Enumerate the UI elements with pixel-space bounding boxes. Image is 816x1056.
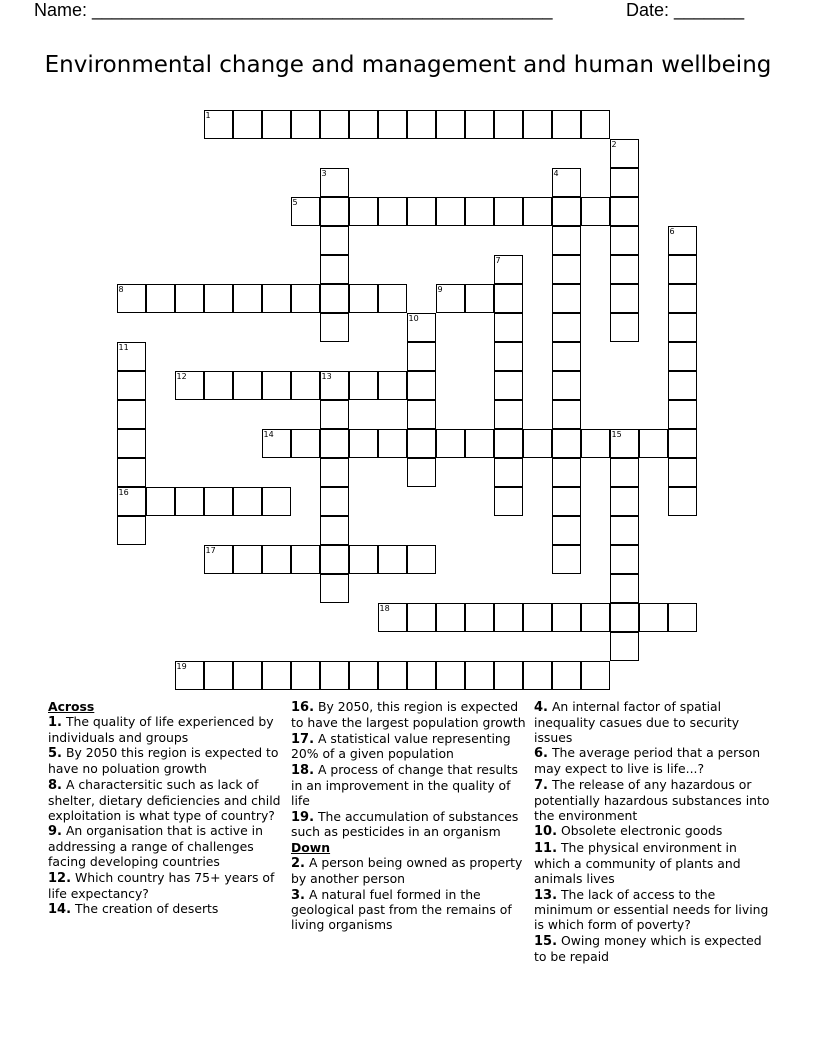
grid-cell[interactable] — [552, 226, 581, 255]
grid-cell[interactable] — [407, 661, 436, 690]
grid-cell[interactable] — [552, 313, 581, 342]
clue-number: 7 — [495, 255, 501, 265]
grid-cell[interactable] — [552, 545, 581, 574]
grid-cell[interactable] — [523, 429, 552, 458]
clues-column-3 — [534, 700, 770, 966]
page-title: Environmental change and management and human wellbeing — [44, 52, 772, 78]
clue-num: 4. — [534, 700, 548, 715]
grid-cell[interactable] — [494, 110, 523, 139]
grid-cell[interactable] — [552, 255, 581, 284]
clue-num: 6. — [534, 746, 548, 762]
clue-text: Owing money which is expected to be repaid — [534, 932, 762, 964]
grid-cell[interactable] — [117, 429, 146, 458]
grid-cell[interactable] — [407, 197, 436, 226]
grid-cell[interactable] — [668, 284, 697, 313]
grid-cell[interactable] — [378, 661, 407, 690]
clue-text: A person being owned as property by another person — [291, 854, 523, 886]
grid-cell[interactable] — [378, 545, 407, 574]
grid-cell[interactable] — [494, 661, 523, 690]
grid-cell[interactable] — [523, 110, 552, 139]
clue-item — [291, 888, 527, 933]
grid-cell[interactable] — [320, 255, 349, 284]
clue-item — [291, 732, 527, 763]
grid-cell[interactable] — [552, 371, 581, 400]
clue-text: The creation of deserts — [74, 901, 219, 917]
grid-cell[interactable] — [494, 429, 523, 458]
clue-item — [291, 856, 527, 887]
grid-cell[interactable] — [407, 371, 436, 400]
grid-cell[interactable] — [175, 661, 204, 690]
grid-cell[interactable] — [581, 197, 610, 226]
clue-num: 8. — [48, 777, 62, 793]
clue-num: 9. — [48, 824, 62, 840]
clue-num: 14. — [48, 902, 72, 918]
grid-cell[interactable] — [320, 197, 349, 226]
grid-cell[interactable] — [610, 197, 639, 226]
grid-cell[interactable] — [407, 110, 436, 139]
grid-cell[interactable] — [494, 342, 523, 371]
clue-number: 14 — [263, 429, 274, 439]
clue-num: 5. — [48, 746, 62, 762]
grid-cell[interactable] — [175, 284, 204, 313]
grid-cell[interactable] — [610, 574, 639, 603]
grid-cell[interactable] — [581, 603, 610, 632]
grid-cell[interactable] — [610, 226, 639, 255]
clue-text: The accumulation of substances such as pesticides in an organism — [291, 808, 519, 840]
clue-item — [534, 746, 770, 777]
grid-cell[interactable] — [320, 516, 349, 545]
grid-cell[interactable] — [668, 487, 697, 516]
clue-num: 7. — [534, 777, 548, 793]
grid-cell[interactable] — [291, 371, 320, 400]
clue-num: 18. — [291, 763, 315, 779]
grid-cell[interactable] — [494, 255, 523, 284]
grid-cell[interactable] — [117, 371, 146, 400]
clue-number: 16 — [118, 487, 129, 497]
grid-cell[interactable] — [552, 429, 581, 458]
grid-cell[interactable] — [668, 458, 697, 487]
grid-cell[interactable] — [291, 429, 320, 458]
grid-cell[interactable] — [668, 400, 697, 429]
grid-cell[interactable] — [262, 284, 291, 313]
grid-cell[interactable] — [378, 284, 407, 313]
grid-cell[interactable] — [494, 313, 523, 342]
grid-cell[interactable] — [204, 284, 233, 313]
clue-text: A charactersitic such as lack of shelter, dietary deficiencies and child exploitation is what type of country? — [48, 776, 281, 823]
grid-cell[interactable] — [610, 545, 639, 574]
grid-cell[interactable] — [320, 168, 349, 197]
grid-cell[interactable] — [291, 661, 320, 690]
grid-cell[interactable] — [291, 110, 320, 139]
grid-cell[interactable] — [552, 487, 581, 516]
clue-text: Obsolete electronic goods — [560, 823, 723, 839]
clue-number: 17 — [205, 545, 216, 555]
grid-cell[interactable] — [407, 603, 436, 632]
grid-cell[interactable] — [349, 371, 378, 400]
grid-cell[interactable] — [668, 255, 697, 284]
across-heading: Across — [48, 699, 95, 714]
grid-cell[interactable] — [175, 487, 204, 516]
grid-cell[interactable] — [610, 487, 639, 516]
clue-item — [48, 824, 284, 869]
grid-cell[interactable] — [407, 342, 436, 371]
grid-cell[interactable] — [204, 110, 233, 139]
grid-cell[interactable] — [494, 371, 523, 400]
grid-cell[interactable] — [436, 197, 465, 226]
grid-cell[interactable] — [610, 458, 639, 487]
grid-cell[interactable] — [233, 487, 262, 516]
clue-text: An organisation that is active in addressing a range of challenges facing developing countries — [48, 823, 263, 869]
clue-number: 13 — [321, 371, 332, 381]
grid-cell[interactable] — [610, 429, 639, 458]
grid-cell[interactable] — [639, 603, 668, 632]
clue-text: The quality of life experienced by individuals and groups — [48, 713, 274, 745]
grid-cell[interactable] — [465, 429, 494, 458]
grid-cell[interactable] — [552, 400, 581, 429]
grid-cell[interactable] — [465, 603, 494, 632]
clue-item — [534, 778, 770, 823]
grid-cell[interactable] — [320, 400, 349, 429]
clue-text: The physical environment in which a community of plants and animals lives — [534, 840, 741, 886]
grid-cell[interactable] — [349, 545, 378, 574]
clue-number: 8 — [118, 284, 124, 294]
grid-cell[interactable] — [436, 284, 465, 313]
grid-cell[interactable] — [320, 226, 349, 255]
grid-cell[interactable] — [204, 661, 233, 690]
grid-cell[interactable] — [610, 168, 639, 197]
grid-cell[interactable] — [552, 168, 581, 197]
clue-number: 4 — [553, 168, 559, 178]
clue-number: 3 — [321, 168, 327, 178]
clue-item — [534, 700, 770, 745]
grid-cell[interactable] — [668, 226, 697, 255]
grid-cell[interactable] — [610, 139, 639, 168]
crossword-grid — [117, 110, 697, 690]
clue-item — [48, 902, 284, 918]
grid-cell[interactable] — [668, 371, 697, 400]
grid-cell[interactable] — [117, 342, 146, 371]
grid-cell[interactable] — [320, 284, 349, 313]
grid-cell[interactable] — [233, 371, 262, 400]
grid-cell[interactable] — [465, 197, 494, 226]
clue-number: 18 — [379, 603, 390, 613]
clue-text: A process of change that results in an improvement in the quality of life — [291, 762, 518, 808]
grid-cell[interactable] — [639, 429, 668, 458]
grid-cell[interactable] — [494, 487, 523, 516]
clue-number: 1 — [205, 110, 211, 120]
clue-num: 11. — [534, 841, 558, 857]
clue-num: 12. — [48, 870, 72, 886]
clue-item — [48, 746, 284, 777]
clue-number: 19 — [176, 661, 187, 671]
grid-cell[interactable] — [349, 661, 378, 690]
grid-cell[interactable] — [494, 197, 523, 226]
grid-cell[interactable] — [204, 545, 233, 574]
grid-cell[interactable] — [117, 516, 146, 545]
grid-cell[interactable] — [262, 661, 291, 690]
grid-cell[interactable] — [320, 545, 349, 574]
grid-cell[interactable] — [465, 110, 494, 139]
grid-cell[interactable] — [668, 429, 697, 458]
clue-number: 9 — [437, 284, 443, 294]
grid-cell[interactable] — [320, 313, 349, 342]
grid-cell[interactable] — [407, 400, 436, 429]
clue-item — [534, 934, 770, 965]
clue-text: The release of any hazardous or potentially hazardous substances into the environment — [534, 776, 770, 823]
grid-cell[interactable] — [320, 487, 349, 516]
grid-cell[interactable] — [523, 603, 552, 632]
grid-cell[interactable] — [465, 661, 494, 690]
grid-cell[interactable] — [233, 661, 262, 690]
grid-cell[interactable] — [552, 284, 581, 313]
grid-cell[interactable] — [175, 371, 204, 400]
grid-cell[interactable] — [320, 574, 349, 603]
clue-item — [48, 778, 284, 823]
grid-cell[interactable] — [581, 110, 610, 139]
grid-cell[interactable] — [494, 458, 523, 487]
grid-cell[interactable] — [494, 603, 523, 632]
clue-num: 2. — [291, 855, 305, 871]
clue-num: 10. — [534, 824, 558, 840]
clue-item — [291, 763, 527, 808]
clue-num: 13. — [534, 887, 558, 903]
grid-cell[interactable] — [320, 661, 349, 690]
clue-text: A natural fuel formed in the geological past from the remains of living organisms — [291, 886, 512, 933]
grid-cell[interactable] — [610, 255, 639, 284]
grid-cell[interactable] — [436, 603, 465, 632]
grid-cell[interactable] — [407, 458, 436, 487]
clue-item — [534, 841, 770, 886]
grid-cell[interactable] — [320, 371, 349, 400]
grid-cell[interactable] — [320, 110, 349, 139]
clue-number: 15 — [611, 429, 622, 439]
clue-number: 12 — [176, 371, 187, 381]
grid-cell[interactable] — [349, 110, 378, 139]
clue-item — [291, 700, 527, 731]
clue-num: 17. — [291, 731, 315, 747]
grid-cell[interactable] — [204, 487, 233, 516]
clue-num: 1. — [48, 714, 62, 730]
grid-cell[interactable] — [552, 458, 581, 487]
grid-cell[interactable] — [349, 284, 378, 313]
grid-cell[interactable] — [610, 603, 639, 632]
grid-cell[interactable] — [233, 284, 262, 313]
clue-number: 10 — [408, 313, 419, 323]
grid-cell[interactable] — [146, 284, 175, 313]
grid-cell[interactable] — [291, 545, 320, 574]
grid-cell[interactable] — [262, 545, 291, 574]
grid-cell[interactable] — [117, 400, 146, 429]
clue-text: Which country has 75+ years of life expectancy? — [48, 869, 275, 901]
grid-cell[interactable] — [552, 197, 581, 226]
grid-cell[interactable] — [668, 342, 697, 371]
grid-cell[interactable] — [436, 661, 465, 690]
clue-text: By 2050 this region is expected to have no poluation growth — [48, 745, 279, 777]
clue-number: 2 — [611, 139, 617, 149]
grid-cell[interactable] — [320, 429, 349, 458]
grid-cell[interactable] — [262, 487, 291, 516]
clue-number: 6 — [669, 226, 675, 236]
date-field[interactable]: Date: _______ — [626, 0, 745, 20]
grid-cell[interactable] — [523, 197, 552, 226]
grid-cell[interactable] — [552, 603, 581, 632]
grid-cell[interactable] — [407, 313, 436, 342]
clue-num: 19. — [291, 809, 315, 825]
clue-num: 16. — [291, 700, 315, 715]
grid-cell[interactable] — [668, 313, 697, 342]
grid-cell[interactable] — [291, 197, 320, 226]
grid-cell[interactable] — [378, 197, 407, 226]
grid-cell[interactable] — [262, 371, 291, 400]
clue-number: 5 — [292, 197, 298, 207]
clues-column-1 — [48, 700, 284, 919]
clue-item — [534, 824, 770, 840]
grid-cell[interactable] — [349, 197, 378, 226]
grid-cell[interactable] — [262, 429, 291, 458]
clue-item — [48, 715, 284, 746]
grid-cell[interactable] — [378, 429, 407, 458]
grid-cell[interactable] — [407, 545, 436, 574]
clue-item — [291, 810, 527, 841]
name-field[interactable]: Name: ______________________________________________ — [34, 0, 553, 20]
grid-cell[interactable] — [494, 284, 523, 313]
grid-cell[interactable] — [117, 487, 146, 516]
clue-number: 11 — [118, 342, 129, 352]
grid-cell[interactable] — [349, 429, 378, 458]
grid-cell[interactable] — [610, 313, 639, 342]
grid-cell[interactable] — [552, 516, 581, 545]
grid-cell[interactable] — [320, 458, 349, 487]
grid-cell[interactable] — [146, 487, 175, 516]
grid-cell[interactable] — [552, 110, 581, 139]
grid-cell[interactable] — [407, 429, 436, 458]
grid-cell[interactable] — [465, 284, 494, 313]
clue-num: 3. — [291, 887, 305, 903]
grid-cell[interactable] — [523, 661, 552, 690]
grid-cell[interactable] — [262, 110, 291, 139]
grid-cell[interactable] — [668, 603, 697, 632]
clue-text: By 2050, this region is expected to have the largest population growth — [291, 699, 526, 730]
grid-cell[interactable] — [378, 603, 407, 632]
grid-cell[interactable] — [117, 458, 146, 487]
clue-text: A statistical value representing 20% of a given population — [291, 730, 511, 762]
down-heading: Down — [291, 840, 331, 856]
grid-cell[interactable] — [494, 400, 523, 429]
grid-cell[interactable] — [436, 429, 465, 458]
grid-cell[interactable] — [436, 110, 465, 139]
grid-cell[interactable] — [233, 545, 262, 574]
grid-cell[interactable] — [378, 371, 407, 400]
clue-text: An internal factor of spatial inequality casues due to security issues — [534, 699, 740, 745]
clues-column-2 — [291, 700, 527, 934]
grid-cell[interactable] — [378, 110, 407, 139]
grid-cell[interactable] — [581, 661, 610, 690]
grid-cell[interactable] — [291, 284, 320, 313]
grid-cell[interactable] — [610, 516, 639, 545]
grid-cell[interactable] — [581, 429, 610, 458]
grid-cell[interactable] — [610, 632, 639, 661]
grid-cell[interactable] — [233, 110, 262, 139]
clue-text: The average period that a person may expect to live is life...? — [534, 745, 761, 777]
clue-num: 15. — [534, 933, 558, 949]
clue-text: The lack of access to the minimum or essential needs for living is which form of poverty? — [534, 886, 769, 933]
grid-cell[interactable] — [117, 284, 146, 313]
grid-cell[interactable] — [552, 661, 581, 690]
clue-item — [534, 888, 770, 933]
clue-item — [48, 871, 284, 902]
grid-cell[interactable] — [552, 342, 581, 371]
grid-cell[interactable] — [610, 284, 639, 313]
grid-cell[interactable] — [204, 371, 233, 400]
